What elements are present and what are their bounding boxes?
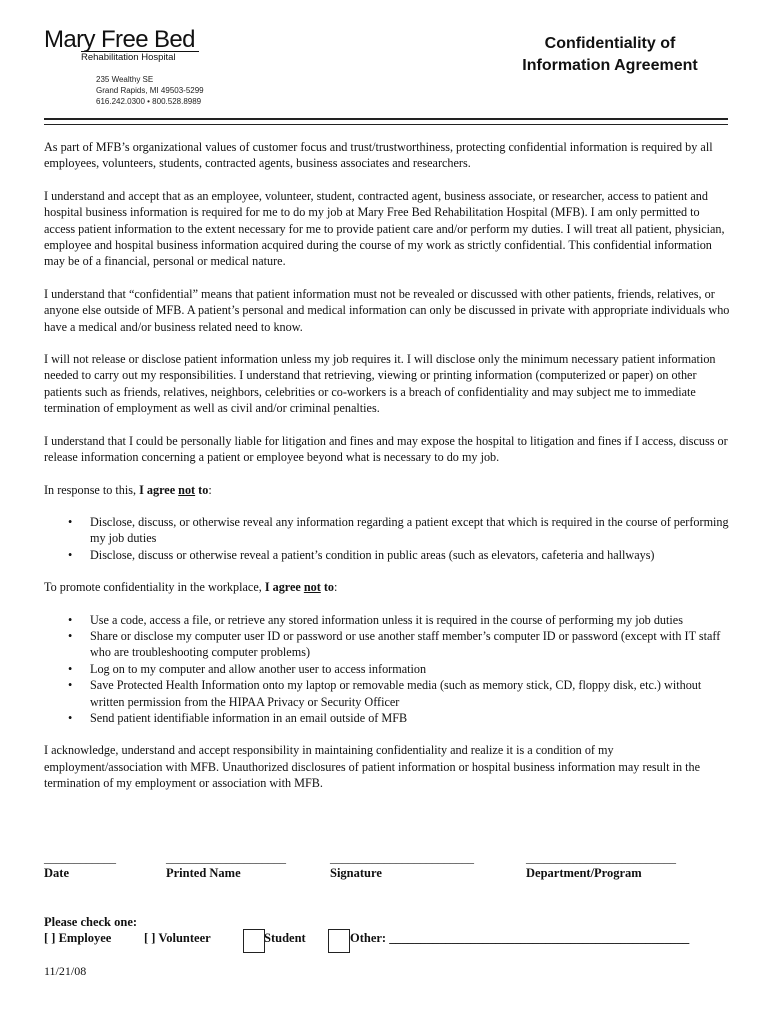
other-checkbox[interactable] (328, 929, 350, 953)
bullet-icon: • (68, 678, 73, 693)
paragraph-release: I will not release or disclose patient information unless my job requires it. I will disclose only the minimum necessary patient information needed to carry out my responsibilities. I understand that retrieving, viewing or printing information (computerized or paper) on other patients such as friends, relatives, neighbors, celebrities or co-workers is a breach of confidentiality and may subject me to immediate termination of employment as well as civil and/or criminal penalties. (44, 352, 716, 416)
bullet-icon: • (68, 710, 73, 725)
other-option[interactable]: Other: ________________________________________________ (350, 931, 690, 945)
paragraph-values: As part of MFB’s organizational values of customer focus and trust/trustworthiness, protecting confidential information is required by all employees, volunteers, students, contracted agents, business associates and researchers. (44, 140, 713, 171)
title-line-1: Confidentiality of (544, 35, 676, 52)
hospital-address (96, 74, 204, 107)
department-line[interactable]: _________________________ (526, 851, 676, 865)
paragraph-acknowledge: I acknowledge, understand and accept responsibility in maintaining confidentiality and realize it is a condition of my employment/association with MFB. Unauthorized disclosures of patient information or hospital business information may result in the termination of my employment or association with MFB. (44, 743, 700, 791)
agreement-body (44, 139, 730, 808)
signature-label: Signature (330, 866, 382, 880)
paragraph-confidential-meaning: I understand that “confidential” means that patient information must not be revealed or discussed with other patients, friends, relatives, or anyone else outside of MFB. A patient’s personal and medical information can only be discussed in private with appropriate individuals who have a medical and/or business related need to know. (44, 286, 730, 334)
address-phone: 616.242.0300 • 800.528.8989 (96, 97, 202, 106)
paragraph-access: I understand and accept that as an employee, volunteer, student, contracted agent, business associate, or researcher, access to patient and hospital business information is required for me to do my job at Mary Free Bed Rehabilitation Hospital (MFB). I am only permitted to access patient information to the extent necessary for me to provide patient care and/or perform my duties. I will treat all patient, physician, employee and hospital business information acquired during the course of my work as strictly confidential. This confidential information may be of a financial, personal or medical nature. (44, 188, 725, 269)
header-rule (44, 118, 728, 125)
hospital-logo (44, 28, 199, 63)
list-item: • Send patient identifiable information in an email outside of MFB (68, 710, 408, 725)
list1-intro: In response to this, I agree not to: (44, 482, 212, 497)
volunteer-option[interactable]: [ ] Volunteer (144, 931, 211, 945)
bullet-icon: • (68, 628, 73, 643)
logo-subtitle: Rehabilitation Hospital (81, 51, 199, 63)
address-city: Grand Rapids, MI 49503-5299 (96, 86, 204, 95)
logo-name: Mary Free Bed (44, 26, 195, 53)
list-item: • Disclose, discuss or otherwise reveal a patient’s condition in public areas (such as elevators, cafeteria and hallways) (68, 547, 655, 562)
list-item: • Disclose, discuss, or otherwise reveal any information regarding a patient except that which is required in the course of performing my job duties (68, 514, 729, 546)
list-item: • Save Protected Health Information onto my laptop or removable media (such as memory stick, CD, floppy disk, etc.) without written permission from the HIPAA Privacy or Security Officer (68, 678, 702, 709)
department-label: Department/Program (526, 866, 642, 880)
employee-option[interactable]: [ ] Employee (44, 931, 112, 945)
address-street: 235 Wealthy SE (96, 75, 154, 84)
bullet-icon: • (68, 547, 73, 562)
title-line-2: Information Agreement (522, 57, 698, 74)
date-line[interactable]: ____________ (44, 851, 116, 865)
list-item: • Share or disclose my computer user ID or password or use another staff member’s computer ID or password (except with IT staff who are troubleshooting computer problems) (68, 628, 721, 660)
document-title (495, 33, 725, 77)
list-item: • Use a code, access a file, or retrieve any stored information unless it is required in the course of performing my job duties (68, 612, 683, 627)
bullet-icon: • (68, 514, 73, 529)
revision-date: 11/21/08 (44, 964, 87, 978)
check-one-title: Please check one: (44, 915, 138, 929)
date-label: Date (44, 866, 69, 880)
printed-name-line[interactable]: ____________________ (166, 851, 286, 865)
list1 (44, 514, 730, 563)
student-checkbox[interactable] (243, 929, 265, 953)
signature-line[interactable]: ________________________ (330, 851, 474, 865)
printed-name-label: Printed Name (166, 866, 241, 880)
student-option[interactable]: Student (264, 931, 306, 945)
list2-intro: To promote confidentiality in the workplace, I agree not to: (44, 580, 338, 595)
paragraph-liability: I understand that I could be personally liable for litigation and fines and may expose the hospital to litigation and fines if I access, discuss or release information concerning a patient or employee beyond what is necessary to do my job. (44, 433, 728, 465)
bullet-icon: • (68, 661, 73, 676)
role-options (44, 931, 744, 953)
list-item: • Log on to my computer and allow another user to access information (68, 661, 427, 676)
bullet-icon: • (68, 612, 73, 627)
list2 (44, 612, 730, 727)
